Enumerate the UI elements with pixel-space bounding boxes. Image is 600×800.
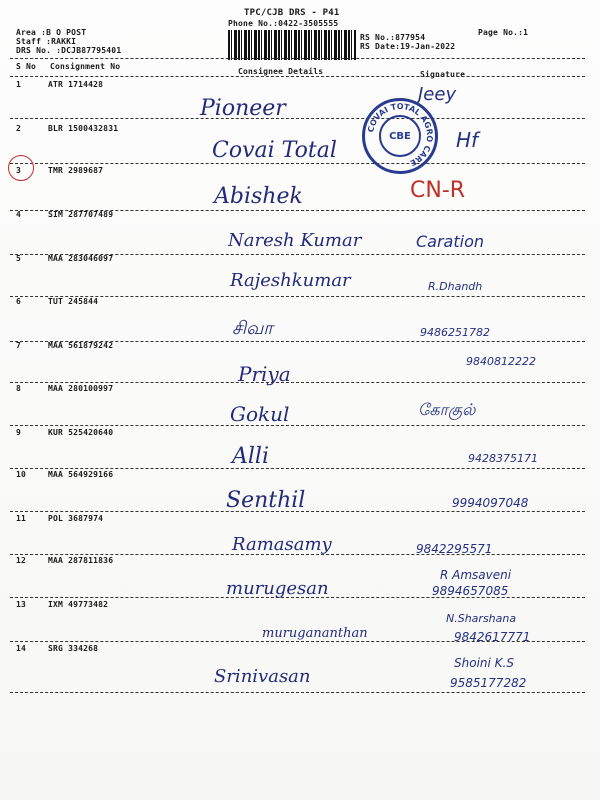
row-consignment: TMR 2989687: [48, 166, 104, 175]
row-consignee: Covai Total: [212, 138, 337, 163]
row-consignment: MAA 287811836: [48, 556, 114, 565]
row-signature-name: R Amsaveni: [440, 568, 512, 582]
row-sno: 2: [16, 124, 22, 133]
row-consignee: Ramasamy: [232, 534, 332, 555]
staff-label: Staff :RAKKI: [16, 37, 77, 46]
drs-number: DRS No. :DCJB87795401: [16, 46, 122, 55]
row-signature: 9894657085: [432, 584, 509, 598]
row-consignment: ATR 1714428: [48, 80, 104, 89]
row-divider: [10, 554, 585, 555]
row-consignee: Naresh Kumar: [228, 230, 362, 251]
row-sno: 12: [16, 556, 27, 565]
row-sno: 14: [16, 644, 27, 653]
document-title: TPC/CJB DRS - P41: [244, 8, 340, 18]
row-consignment: BLR 1500432831: [48, 124, 119, 133]
row-consignee: சிவா: [232, 318, 273, 339]
row-signature: 9428375171: [468, 452, 538, 465]
row-consignment: MAA 564929166: [48, 470, 114, 479]
company-stamp: [362, 98, 438, 174]
col-sno: S No: [16, 62, 37, 71]
row-signature: 9842617771: [454, 630, 531, 644]
row-sno: 10: [16, 470, 27, 479]
row-signature: CN-R: [410, 178, 466, 203]
row-consignee: Priya: [238, 362, 291, 386]
row-divider: [10, 511, 585, 512]
row-consignment: SRG 334268: [48, 644, 99, 653]
row-sno: 1: [16, 80, 22, 89]
row-divider: [10, 163, 585, 164]
stamp-center: CBE: [379, 115, 421, 157]
row-divider: [10, 382, 585, 383]
stamp-ring-label: COVAI TOTAL AGRO CARE: [366, 101, 435, 168]
row-consignee: Gokul: [230, 402, 290, 426]
row-signature-name: Shoini K.S: [454, 656, 514, 670]
row-consignee: Srinivasan: [214, 666, 311, 687]
row-sno: 6: [16, 297, 22, 306]
rs-date: RS Date:19-Jan-2022: [360, 42, 456, 51]
row-consignment: POL 3687974: [48, 514, 104, 523]
row-consignment: TUT 245844: [48, 297, 99, 306]
row-divider: [10, 597, 585, 598]
row-divider: [10, 468, 585, 469]
row-signature: 9840812222: [466, 355, 536, 368]
row-signature: Caration: [416, 232, 485, 251]
row-consignee: Abishek: [214, 184, 303, 209]
row-consignment: IXM 49773482: [48, 600, 109, 609]
row-consignee: murugesan: [226, 578, 329, 599]
header-divider-top: [10, 58, 585, 59]
row-sno: 4: [16, 210, 22, 219]
row-consignee: Rajeshkumar: [230, 270, 351, 291]
row-divider: [10, 118, 585, 119]
row-sno: 8: [16, 384, 22, 393]
row-consignment: MAA 280100997: [48, 384, 114, 393]
rs-number: RS No.:877954: [360, 33, 426, 42]
row-consignee: Pioneer: [200, 96, 286, 121]
row-signature: 9994097048: [452, 496, 529, 510]
col-consignee: Consignee Details: [238, 67, 324, 76]
row-sno: 9: [16, 428, 22, 437]
row-sno: 7: [16, 341, 22, 350]
header-divider-bottom: [10, 76, 585, 77]
row-signature: கோகுல்: [418, 400, 476, 419]
area-label: Area :B O POST: [16, 28, 87, 37]
col-consignment: Consignment No: [50, 62, 121, 71]
row-signature-name: N.Sharshana: [446, 612, 517, 625]
page-number: Page No.:1: [478, 28, 529, 37]
row-consignment: SIM 287707489: [48, 210, 114, 219]
row-signature: 9486251782: [420, 326, 490, 339]
row-signature: 9585177282: [450, 676, 527, 690]
row-signature: Jeey: [418, 84, 457, 105]
row-consignee: murugananthan: [262, 626, 368, 641]
barcode: [228, 30, 356, 60]
row-signature: R.Dhandh: [428, 280, 483, 293]
row-sno: 5: [16, 254, 22, 263]
row-sno: 3: [16, 166, 22, 175]
row-consignment: KUR 525420640: [48, 428, 114, 437]
row-divider: [10, 425, 585, 426]
row-consignment: MAA 561879242: [48, 341, 114, 350]
row-sno: 13: [16, 600, 27, 609]
row-consignee: Senthil: [226, 488, 306, 513]
row-consignee: Alli: [232, 444, 269, 469]
col-signature: Signature: [420, 70, 466, 79]
row-divider: [10, 641, 585, 642]
row-signature: Hf: [456, 128, 479, 152]
phone-number: Phone No.:0422-3505555: [228, 19, 339, 28]
row-consignment: MAA 283046097: [48, 254, 114, 263]
row-signature: 9842295571: [416, 542, 493, 556]
row-sno: 11: [16, 514, 27, 523]
row-divider: [10, 692, 585, 693]
